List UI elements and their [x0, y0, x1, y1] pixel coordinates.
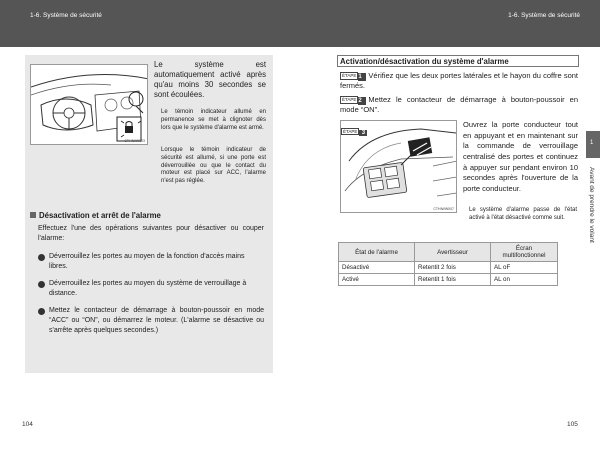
- figure-code: CTHIWW007: [433, 207, 454, 211]
- section-title: Activation/désactivation du système d'alarme: [340, 57, 509, 66]
- figure-code: CTHIWW003: [124, 139, 145, 143]
- note-indicator-flash: Le témoin indicateur allumé en permanence se met à clignoter dès lors que le système d'alarme est armé.: [161, 109, 266, 131]
- bullet-icon: [38, 308, 45, 315]
- dashboard-figure: [30, 64, 148, 145]
- chapter-number: 1: [590, 140, 594, 146]
- table-cell: Désactivé: [339, 262, 415, 274]
- step-label: ÉTAPE: [340, 72, 358, 80]
- bullet-icon: [38, 254, 45, 261]
- header-left-title: 1-6. Système de sécurité: [30, 12, 102, 19]
- table-cell: AL oF: [491, 262, 558, 274]
- page-number: 104: [22, 421, 33, 428]
- table-cell: Retentit 2 fois: [415, 262, 491, 274]
- table-row: [339, 262, 558, 274]
- section-marker-icon: [30, 212, 36, 218]
- list-item: Mettez le contacteur de démarrage à bouton-poussoir en mode “ACC” ou “ON”, ou démarrez le moteur. (L'alarme se désactive ou s'arrête après quelques secondes.): [38, 306, 264, 336]
- table-header: Écran multifonctionnel: [491, 243, 558, 262]
- page-number: 105: [567, 421, 578, 428]
- step-3-text: Ouvrez la porte conducteur tout en appuyant et en maintenant sur la commande de verrouillage centralisé des portes et continuez à appuyer sur pendant environ 10 secondes après l'ouverture de la porte conducteur.: [463, 120, 578, 193]
- table-cell: AL on: [491, 274, 558, 286]
- step-label: ÉTAPE: [343, 129, 358, 134]
- section-title-bar: [337, 55, 579, 67]
- list-item: Déverrouillez les portes au moyen du système de verrouillage à distance.: [38, 279, 264, 299]
- note-alarm-not-set: Lorsque le témoin indicateur de sécurité est allumé, si une porte est déverrouillée ou que le contact du moteur est placé sur ACC, l'alarme n'est pas réglée.: [161, 147, 266, 185]
- right-page: [300, 47, 600, 450]
- door-lock-switch-figure: ÉTAPE 3 CTHIWW007: [340, 120, 457, 213]
- section-title: Désactivation et arrêt de l'alarme: [30, 211, 270, 221]
- step-1: ÉTAPE 1 Vérifiez que les deux portes latérales et le hayon du coffre sont fermés.: [340, 71, 578, 91]
- table-header: Avertisseur: [415, 243, 491, 262]
- bullet-icon: [38, 281, 45, 288]
- table-row: [339, 274, 558, 286]
- table-cell: Activé: [339, 274, 415, 286]
- section-intro: Effectuez l'une des opérations suivantes pour désactiver ou couper l'alarme:: [38, 225, 264, 243]
- chapter-label: Avant de prendre le volant: [588, 167, 595, 243]
- page-header: [0, 0, 600, 47]
- note-alarm-toggle: Le système d'alarme passe de l'état activé à l'état désactivé comme suit.: [469, 207, 577, 221]
- alarm-status-table: [338, 242, 558, 286]
- chapter-tab: [586, 131, 600, 158]
- header-right-title: 1-6. Système de sécurité: [508, 12, 580, 19]
- step-label: ÉTAPE: [340, 96, 358, 104]
- table-header: État de l'alarme: [339, 243, 415, 262]
- left-page: [0, 47, 300, 450]
- step-2: ÉTAPE 2 Mettez le contacteur de démarrage à bouton-poussoir en mode “ON”.: [340, 95, 578, 115]
- table-cell: Retentit 1 fois: [415, 274, 491, 286]
- list-item: Déverrouillez les portes au moyen de la fonction d'accès mains libres.: [38, 252, 264, 272]
- intro-text: Le système est automatiquement activé après qu'au moins 30 secondes se sont écoulées.: [154, 60, 266, 100]
- table-header-row: [339, 243, 558, 262]
